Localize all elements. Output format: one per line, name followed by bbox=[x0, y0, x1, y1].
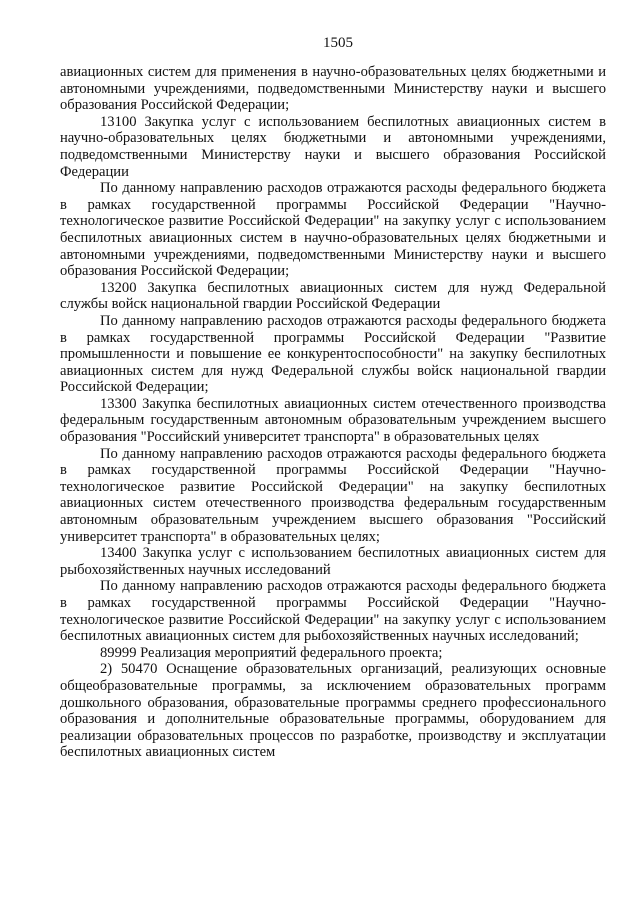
document-body bbox=[60, 64, 606, 761]
paragraph-13400-heading: 13400 Закупка услуг с использованием беспилотных авиационных систем для рыбохозяйственных научных исследований bbox=[60, 545, 606, 578]
paragraph-13200-heading: 13200 Закупка беспилотных авиационных систем для нужд Федеральной службы войск национальной гвардии Российской Федерации bbox=[60, 279, 606, 313]
page-number: 1505 bbox=[323, 35, 353, 51]
paragraph-13300-heading: 13300 Закупка беспилотных авиационных систем отечественного производства федеральным государственным автономным образовательным учреждением высшего образования "Российский университет транспорта" в образовательных целях bbox=[60, 395, 606, 446]
paragraph-13300-description: По данному направлению расходов отражаются расходы федерального бюджета в рамках государственной программы Российской Федерации "Научно-технологическое развитие Российской Федерации" на закупку беспилотных авиационных систем отечественного производства федеральным государственным автономным образовательным учреждением высшего образования "Российский университет транспорта" в образовательных целях; bbox=[60, 445, 606, 545]
paragraph-continuation: авиационных систем для применения в научно-образовательных целях бюджетными и автономными учреждениями, подведомственными Министерству науки и высшего образования Российской Федерации; bbox=[60, 64, 606, 114]
paragraph-13400-description: По данному направлению расходов отражаются расходы федерального бюджета в рамках государственной программы Российской Федерации "Научно-технологическое развитие Российской Федерации" на закупку услуг с использованием беспилотных авиационных систем для рыбохозяйственных научных исследований; bbox=[60, 578, 606, 645]
paragraph-13100-description: По данному направлению расходов отражаются расходы федерального бюджета в рамках государственной программы Российской Федерации "Научно-технологическое развитие Российской Федерации" на закупку услуг с использованием беспилотных авиационных систем в научно-образовательных целях бюджетными и автономными учреждениями, подведомственными Министерству науки и высшего образования Российской Федерации; bbox=[60, 180, 606, 280]
paragraph-50470-heading: 2) 50470 Оснащение образовательных организаций, реализующих основные общеобразовательные программы, за исключением образовательных программ дошкольного образования, образовательные программы среднего профессионального образования и дополнительные образовательные программы, оборудованием для реализации образовательных процессов по разработке, производству и эксплуатации беспилотных авиационных систем bbox=[60, 661, 606, 761]
paragraph-89999: 89999 Реализация мероприятий федерального проекта; bbox=[100, 644, 443, 661]
paragraph-13200-description: По данному направлению расходов отражаются расходы федерального бюджета в рамках государственной программы Российской Федерации "Развитие промышленности и повышение ее конкурентоспособности" на закупку беспилотных авиационных систем для нужд Федеральной службы войск национальной гвардии Российской Федерации; bbox=[60, 312, 606, 396]
paragraph-13100-heading: 13100 Закупка услуг с использованием беспилотных авиационных систем в научно-образовательных целях бюджетными и автономными учреждениями, подведомственными Министерству науки и высшего образования Российской Федерации bbox=[60, 113, 606, 180]
